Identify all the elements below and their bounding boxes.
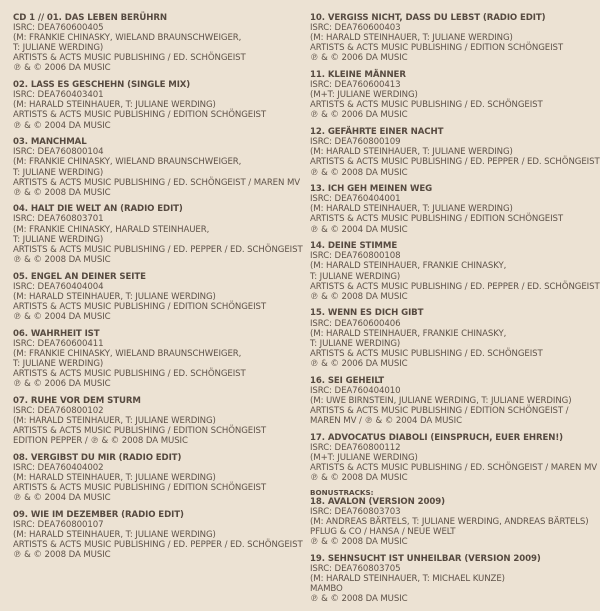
track-entry <box>310 554 596 604</box>
track-credit-line: ISRC: DEA760800102 <box>13 405 104 416</box>
track-credit-line: (M: HARALD STEINHAUER, T: MICHAEL KUNZE) <box>310 573 505 584</box>
track-credit-line: (M: UWE BIRNSTEIN, JULIANE WERDING, T: JULIANE WERDING) <box>310 395 572 406</box>
track-credit-line: T: JULIANE WERDING) <box>13 167 104 178</box>
track-credit-line: (M: HARALD STEINHAUER, T: JULIANE WERDING) <box>13 473 216 483</box>
track-credit-line: (M: FRANKIE CHINASKY, WIELAND BRAUNSCHWEIGER, <box>13 348 242 359</box>
track-title: 18. AVALON (VERSION 2009) <box>310 496 445 507</box>
track-entry <box>310 376 596 426</box>
tracklist-right-main <box>310 13 600 483</box>
track-credit-line: (M: HARALD STEINHAUER, T: JULIANE WERDING) <box>310 147 513 158</box>
track-entry <box>13 137 301 198</box>
track-credit-line: ISRC: DEA760600406 <box>310 318 401 329</box>
track-credit-line: ℗ & © 2004 DA MUSIC <box>310 224 408 235</box>
track-credit-line: ARTISTS & ACTS MUSIC PUBLISHING / ED. SCHÖNGEIST / MAREN MV <box>310 462 598 473</box>
track-credit-line: (M: FRANKIE CHINASKY, WIELAND BRAUNSCHWEIGER, <box>13 157 242 168</box>
track-title: 14. DEINE STIMME <box>310 241 398 252</box>
track-credit-line: (M: HARALD STEINHAUER, T: JULIANE WERDING) <box>310 204 513 215</box>
track-credit-line: ARTISTS & ACTS MUSIC PUBLISHING / ED. SCHÖNGEIST <box>13 53 246 64</box>
track-credit-line: ARTISTS & ACTS MUSIC PUBLISHING / ED. SCHÖNGEIST / MAREN MV <box>13 177 301 188</box>
track-credit-line: ARTISTS & ACTS MUSIC PUBLISHING / EDITION SCHÖNGEIST <box>310 43 564 54</box>
track-credit-line: T: JULIANE WERDING) <box>13 358 104 369</box>
track-credit-line: (M: HARALD STEINHAUER, T: JULIANE WERDING) <box>310 33 513 44</box>
track-credit-line: ℗ & © 2008 DA MUSIC <box>310 537 408 548</box>
track-credit-line: (M: HARALD STEINHAUER, T: JULIANE WERDING) <box>13 415 216 426</box>
track-entry <box>310 497 596 547</box>
track-credit-line: (M: FRANKIE CHINASKY, HARALD STEINHAUER, <box>13 224 210 235</box>
track-credit-line: ℗ & © 2006 DA MUSIC <box>13 63 111 74</box>
track-title: 03. MANCHMAL <box>13 137 87 148</box>
track-credit-line: ℗ & © 2008 DA MUSIC <box>13 550 111 561</box>
bonustracks-label: BONUSTRACKS: <box>310 487 374 497</box>
track-credit-line: ISRC: DEA760800108 <box>310 251 401 262</box>
track-credit-line: ℗ & © 2008 DA MUSIC <box>310 594 408 605</box>
right-column <box>310 13 600 611</box>
track-credit-line: ℗ & © 2006 DA MUSIC <box>13 379 111 390</box>
track-credit-line: (M: HARALD STEINHAUER, T: JULIANE WERDING) <box>13 530 216 541</box>
track-credit-line: ARTISTS & ACTS MUSIC PUBLISHING / EDITION SCHÖNGEIST <box>13 426 267 437</box>
track-credit-line: EDITION PEPPER / ℗ & © 2008 DA MUSIC <box>13 436 188 447</box>
track-credit-line: ℗ & © 2004 DA MUSIC <box>13 120 111 131</box>
track-credit-line: ISRC: DEA760404002 <box>13 462 104 473</box>
track-credit-line: (M+T: JULIANE WERDING) <box>310 90 418 101</box>
track-entry <box>13 80 301 130</box>
track-credit-line: ISRC: DEA760800109 <box>310 137 401 148</box>
tracklist-right-bonus <box>310 497 596 605</box>
track-entry <box>310 241 600 302</box>
track-entry <box>13 204 301 265</box>
track-credit-line: ISRC: DEA760600411 <box>13 338 104 349</box>
track-credit-line: ARTISTS & ACTS MUSIC PUBLISHING / EDITION SCHÖNGEIST / <box>310 405 569 416</box>
track-entry <box>310 127 600 178</box>
track-credit-line: ℗ & © 2006 DA MUSIC <box>310 53 408 64</box>
track-credit-line: ISRC: DEA760803705 <box>310 563 401 574</box>
track-credit-line: ℗ & © 2008 DA MUSIC <box>13 187 111 198</box>
track-credit-line: (M: HARALD STEINHAUER, FRANKIE CHINASKY, <box>310 328 507 339</box>
track-title: 09. WIE IM DEZEMBER (RADIO EDIT) <box>13 509 184 520</box>
track-credit-line: ISRC: DEA760800107 <box>13 519 104 530</box>
track-title: 04. HALT DIE WELT AN (RADIO EDIT) <box>13 204 183 215</box>
track-credit-line: ISRC: DEA760600413 <box>310 80 401 91</box>
track-title: 10. VERGISS NICHT, DASS DU LEBST (RADIO EDIT) <box>310 13 546 23</box>
track-credit-line: (M+T: JULIANE WERDING) <box>310 452 418 463</box>
track-credit-line: ℗ & © 2008 DA MUSIC <box>310 291 408 302</box>
track-entry <box>310 13 596 63</box>
track-credit-line: (M: HARALD STEINHAUER, T: JULIANE WERDING) <box>13 100 216 111</box>
track-credit-line: ISRC: DEA760803701 <box>13 214 104 225</box>
track-credit-line: ISRC: DEA760800104 <box>13 147 104 158</box>
track-title: 16. SEI GEHEILT <box>310 375 385 386</box>
track-credit-line: ISRC: DEA760600405 <box>13 23 104 34</box>
track-entry <box>310 433 596 483</box>
track-credit-line: T: JULIANE WERDING) <box>13 234 104 245</box>
track-credit-line: ISRC: DEA760803703 <box>310 506 401 517</box>
track-entry <box>13 453 301 503</box>
track-entry <box>13 510 301 560</box>
track-title: 19. SEHNSUCHT IST UNHEILBAR (VERSION 2009) <box>310 553 541 564</box>
track-credit-line: ISRC: DEA760600403 <box>310 23 401 34</box>
track-entry <box>13 396 301 446</box>
track-credit-line: ARTISTS & ACTS MUSIC PUBLISHING / ED. PEPPER / ED. SCHÖNGEIST <box>310 281 600 292</box>
track-credit-line: ARTISTS & ACTS MUSIC PUBLISHING / EDITION SCHÖNGEIST <box>13 301 267 312</box>
track-credit-line: ISRC: DEA760404010 <box>310 385 401 396</box>
track-entry <box>13 13 301 74</box>
track-credit-line: ℗ & © 2006 DA MUSIC <box>310 110 408 121</box>
track-title: 02. LASS ES GESCHEHN (SINGLE MIX) <box>13 80 191 91</box>
track-credit-line: ARTISTS & ACTS MUSIC PUBLISHING / ED. PEPPER / ED. SCHÖNGEIST <box>13 244 303 255</box>
track-title: 11. KLEINE MÄNNER <box>310 70 406 81</box>
track-credit-line: ℗ & © 2008 DA MUSIC <box>310 167 408 178</box>
track-credit-line: ℗ & © 2006 DA MUSIC <box>310 358 408 369</box>
track-credit-line: T: JULIANE WERDING) <box>13 43 104 54</box>
track-credit-line: ℗ & © 2004 DA MUSIC <box>13 311 111 322</box>
track-credit-line: ISRC: DEA760404001 <box>310 194 401 205</box>
track-title: 05. ENGEL AN DEINER SEITE <box>13 271 146 282</box>
track-entry <box>310 70 596 120</box>
track-credit-line: ARTISTS & ACTS MUSIC PUBLISHING / ED. PEPPER / ED. SCHÖNGEIST <box>310 157 600 168</box>
track-title: 06. WAHRHEIT IST <box>13 328 100 339</box>
left-column <box>13 13 301 567</box>
track-credit-line: T: JULIANE WERDING) <box>310 338 401 349</box>
track-credit-line: ISRC: DEA760403401 <box>13 90 104 101</box>
track-credit-line: ISRC: DEA760800112 <box>310 442 401 453</box>
track-credit-line: PFLUG & CO / HANSA / NEUE WELT <box>310 526 456 537</box>
track-entry <box>13 272 301 322</box>
track-title: 13. ICH GEH MEINEN WEG <box>310 184 433 195</box>
track-credit-line: (M: FRANKIE CHINASKY, WIELAND BRAUNSCHWEIGER, <box>13 33 242 44</box>
track-credit-line: T: JULIANE WERDING) <box>310 271 401 282</box>
track-credit-line: ARTISTS & ACTS MUSIC PUBLISHING / ED. PEPPER / ED. SCHÖNGEIST <box>13 540 303 551</box>
track-title: 15. WENN ES DICH GIBT <box>310 308 424 319</box>
track-credit-line: ARTISTS & ACTS MUSIC PUBLISHING / EDITION SCHÖNGEIST <box>310 214 564 225</box>
track-title: 08. VERGIBST DU MIR (RADIO EDIT) <box>13 452 182 463</box>
track-credit-line: (M: ANDREAS BÄRTELS, T: JULIANE WERDING, ANDREAS BÄRTELS) <box>310 516 589 527</box>
track-credit-line: ARTISTS & ACTS MUSIC PUBLISHING / ED. SCHÖNGEIST <box>310 100 543 111</box>
track-entry <box>310 184 596 234</box>
track-credit-line: ℗ & © 2008 DA MUSIC <box>13 254 111 265</box>
track-credit-line: ℗ & © 2004 DA MUSIC <box>13 493 111 504</box>
track-credit-line: MAREN MV / ℗ & © 2004 DA MUSIC <box>310 415 462 426</box>
track-entry <box>310 308 596 369</box>
track-credit-line: (M: HARALD STEINHAUER, T: JULIANE WERDING) <box>13 291 216 302</box>
track-credit-line: MAMBO <box>310 584 343 595</box>
track-credit-line: (M: HARALD STEINHAUER, FRANKIE CHINASKY, <box>310 261 507 272</box>
track-title: 07. RUHE VOR DEM STURM <box>13 395 141 406</box>
track-credit-line: ARTISTS & ACTS MUSIC PUBLISHING / EDITION SCHÖNGEIST <box>13 483 267 494</box>
track-credit-line: ARTISTS & ACTS MUSIC PUBLISHING / EDITION SCHÖNGEIST <box>13 110 267 121</box>
track-credit-line: ARTISTS & ACTS MUSIC PUBLISHING / ED. SCHÖNGEIST <box>310 348 543 359</box>
track-title: CD 1 // 01. DAS LEBEN BERÜHRN <box>13 13 167 23</box>
track-title: 12. GEFÄHRTE EINER NACHT <box>310 127 444 138</box>
track-credit-line: ℗ & © 2008 DA MUSIC <box>310 473 408 483</box>
track-entry <box>13 329 301 390</box>
track-credit-line: ARTISTS & ACTS MUSIC PUBLISHING / ED. SCHÖNGEIST <box>13 368 246 379</box>
track-credit-line: ISRC: DEA760404004 <box>13 281 104 292</box>
track-title: 17. ADVOCATUS DIABOLI (EINSPRUCH, EUER EHREN!) <box>310 432 563 443</box>
